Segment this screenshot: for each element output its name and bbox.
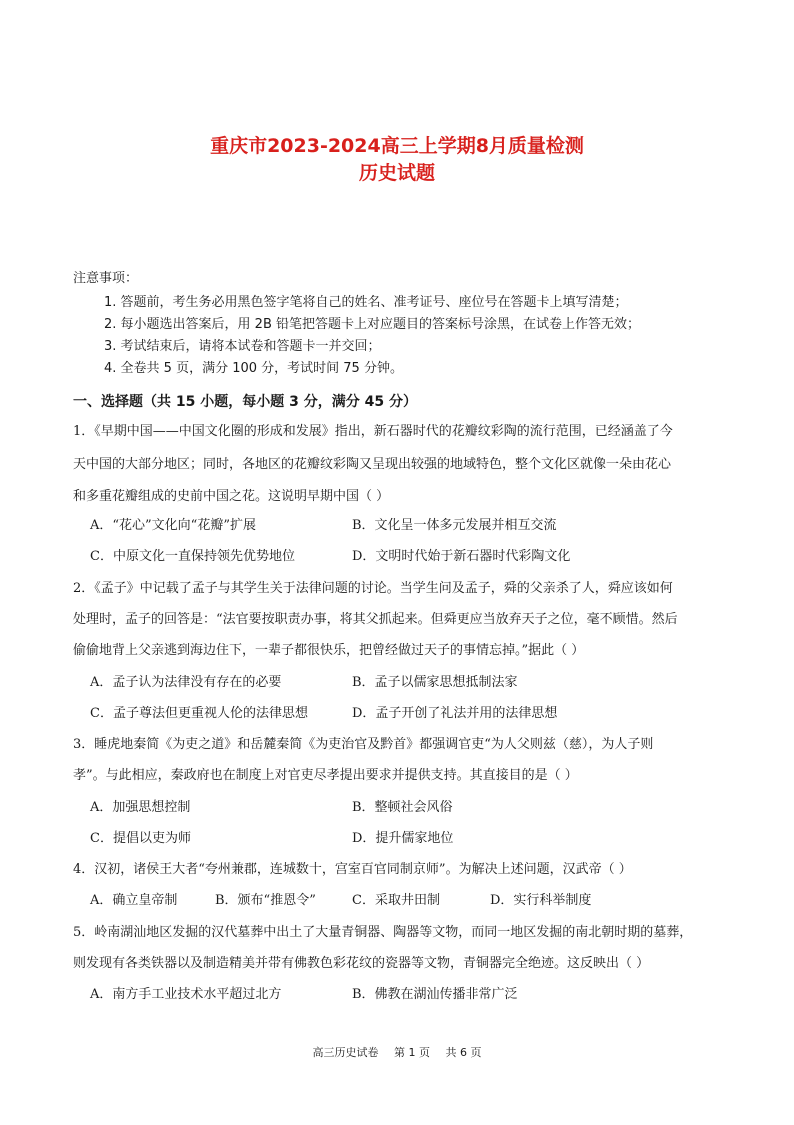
exam-title: 重庆市2023-2024高三上学期8月质量检测 — [210, 135, 584, 157]
exam-subtitle: 历史试题 — [358, 162, 435, 184]
question-2-option-d[interactable]: D．孟子开创了礼法并用的法律思想 — [352, 706, 558, 721]
question-3-option-d[interactable]: D．提升儒家地位 — [352, 831, 454, 846]
question-2-option-c[interactable]: C．孟子尊法但更重视人伦的法律思想 — [90, 706, 308, 721]
question-5-line: 5．岭南湖汕地区发掘的汉代墓葬中出土了大量青铜器、陶器等文物，而同一地区发掘的南北朝时期的墓葬， — [73, 925, 693, 940]
question-5-line: 则发现有各类铁器以及制造精美并带有佛教色彩花纹的瓷器等文物，青铜器完全绝迹。这反映出（ ） — [73, 956, 650, 971]
question-3-line: 孝”。与此相应，秦政府也在制度上对官吏尽孝提出要求并提供支持。其直接目的是（ ） — [73, 768, 578, 783]
question-1-option-c[interactable]: C．中原文化一直保持领先优势地位 — [90, 549, 295, 564]
question-3-option-a[interactable]: A．加强思想控制 — [90, 800, 191, 815]
question-4-line: 4．汉初，诸侯王大者“夸州兼郡，连城数十，宫室百官同制京师”。为解决上述问题，汉武帝（ ） — [73, 862, 632, 877]
question-2-option-b[interactable]: B．孟子以儒家思想抵制法家 — [352, 675, 518, 690]
question-3-option-c[interactable]: C．提倡以吏为师 — [90, 831, 191, 846]
notice-item: 1. 答题前，考生务必用黑色签字笔将自己的姓名、准考证号、座位号在答题卡上填写清楚； — [104, 295, 628, 310]
question-1-line: 1．《早期中国——中国文化圈的形成和发展》指出，新石器时代的花瓣纹彩陶的流行范围，已经涵盖了今 — [73, 424, 673, 439]
notice-item: 3. 考试结束后，请将本试卷和答题卡一并交回； — [104, 339, 381, 354]
question-1-option-b[interactable]: B．文化呈一体多元发展并相互交流 — [352, 518, 557, 533]
notice-heading: 注意事项： — [73, 271, 139, 286]
question-1-option-d[interactable]: D．文明时代始于新石器时代彩陶文化 — [352, 549, 571, 564]
question-2-line: 2．《孟子》中记载了孟子与其学生关于法律问题的讨论。当学生问及孟子，舜的父亲杀了人，舜应该如何 — [73, 581, 673, 596]
question-2-option-a[interactable]: A．孟子认为法律没有存在的必要 — [90, 675, 282, 690]
footer-subject: 高三历史试卷 — [312, 1046, 379, 1059]
question-4-option-b[interactable]: B．颁布“推恩令” — [215, 893, 316, 908]
footer-page-number: 第 1 页 — [394, 1046, 430, 1059]
question-4-option-d[interactable]: D．实行科举制度 — [490, 893, 592, 908]
question-5-option-a[interactable]: A．南方手工业技术水平超过北方 — [90, 987, 282, 1002]
question-1-line: 和多重花瓣组成的史前中国之花。这说明早期中国（ ） — [73, 489, 390, 504]
question-3-option-b[interactable]: B．整顿社会风俗 — [352, 800, 453, 815]
question-2-line: 处理时，孟子的回答是：“法官要按职责办事，将其父抓起来。但舜更应当放弃天子之位，毫不顾惜。然后 — [73, 612, 678, 627]
question-1-option-a[interactable]: A．“花心”文化向“花瓣”扩展 — [90, 518, 256, 533]
page-footer — [0, 1044, 794, 1060]
notice-item: 4. 全卷共 5 页，满分 100 分，考试时间 75 分钟。 — [104, 361, 403, 376]
question-3-line: 3．睡虎地秦简《为吏之道》和岳麓秦简《为吏治官及黔首》都强调官吏“为人父则兹（慈），为人子则 — [73, 737, 654, 752]
question-5-option-b[interactable]: B．佛教在湖汕传播非常广泛 — [352, 987, 518, 1002]
question-4-option-c[interactable]: C．采取井田制 — [352, 893, 440, 908]
notice-item: 2. 每小题选出答案后，用 2B 铅笔把答题卡上对应题目的答案标号涂黑，在试卷上作答无效； — [104, 317, 640, 332]
question-1-line: 天中国的大部分地区；同时，各地区的花瓣纹彩陶又呈现出较强的地域特色，整个文化区就像一朵由花心 — [73, 457, 672, 472]
section-heading: 一、选择题（共 15 小题，每小题 3 分，满分 45 分） — [73, 394, 417, 410]
question-4-option-a[interactable]: A．确立皇帝制 — [90, 893, 178, 908]
footer-total-pages: 共 6 页 — [445, 1046, 482, 1059]
question-2-line: 偷偷地背上父亲逃到海边住下，一辈子都很快乐，把曾经做过天子的事情忘掉。”据此（ ） — [73, 643, 585, 658]
